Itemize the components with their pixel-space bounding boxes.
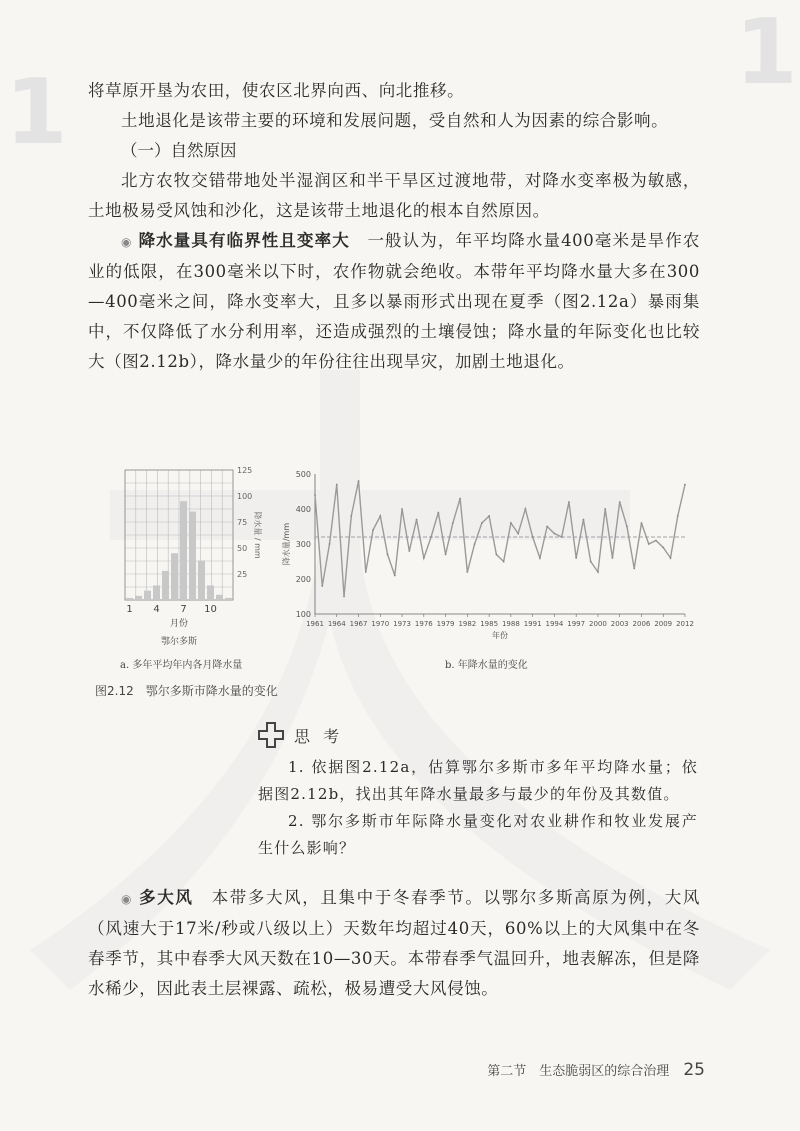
bar-month-9 bbox=[198, 560, 205, 600]
chart-a bbox=[125, 466, 263, 647]
chart-a-ylabel: 降水量 / mm bbox=[253, 511, 262, 559]
chart-b-xlabel: 年份 bbox=[492, 631, 508, 640]
bar-month-8 bbox=[189, 512, 196, 600]
chart-b-point-2008 bbox=[655, 540, 657, 542]
chart-b-point-2009 bbox=[662, 547, 664, 549]
chart-b-point-1986 bbox=[495, 554, 497, 556]
chart-b-point-2011 bbox=[677, 515, 679, 517]
chart-b-xtick-label: 2000 bbox=[589, 620, 607, 628]
think-title: 思 考 bbox=[294, 726, 344, 746]
chart-b-point-2005 bbox=[633, 568, 635, 570]
chart-b-point-2010 bbox=[670, 557, 672, 559]
chart-b-ytick-label: 300 bbox=[295, 540, 311, 549]
bar-month-6 bbox=[171, 553, 178, 600]
chart-b-xtick-label: 1964 bbox=[327, 620, 346, 628]
chart-b-point-2006 bbox=[641, 522, 643, 524]
bullet-icon: ◉ bbox=[121, 892, 134, 906]
chart-b-xtick-label: 1961 bbox=[306, 620, 324, 628]
chart-b-point-1997 bbox=[575, 557, 577, 559]
bullet-text-precipitation: 一般认为，年平均降水量400毫米是旱作农业的低限，在300毫米以下时，农作物就会绝收。本带年平均降水量大多在300—400毫米之间，降水变率大，且多以暴雨形式出现在夏季（图2.12a）暴雨集中，不仅降低了水分利用率，还造成强烈的土壤侵蚀；降水量的年际变化也比较大（图2.12b），降水量少的年份往往出现旱灾，加剧土地退化。 bbox=[88, 231, 700, 371]
chart-b-point-1995 bbox=[561, 536, 563, 538]
chart-b-ylabel: 降水量/mm bbox=[282, 522, 291, 566]
bar-month-4 bbox=[153, 585, 160, 600]
chart-b-ytick-label: 400 bbox=[295, 505, 311, 514]
paragraph-4 bbox=[88, 226, 700, 377]
chart-b-xtick-label: 1997 bbox=[567, 620, 586, 628]
chart-b-point-1987 bbox=[503, 561, 505, 563]
chart-b-xtick-label: 1976 bbox=[414, 620, 433, 628]
chart-b-xtick-label: 1985 bbox=[480, 620, 499, 628]
chart-b-xtick-label: 2012 bbox=[676, 620, 694, 628]
chart-b-point-1999 bbox=[590, 561, 592, 563]
bar-month-12 bbox=[225, 598, 232, 600]
chart-a-ytick-label: 100 bbox=[237, 492, 253, 501]
chart-b-xtick-label: 2006 bbox=[632, 620, 651, 628]
chart-b-xtick-label: 1982 bbox=[458, 620, 477, 628]
bar-month-7 bbox=[180, 501, 187, 600]
footer-section-title: 第二节 生态脆弱区的综合治理 bbox=[487, 1064, 670, 1079]
bar-month-5 bbox=[162, 571, 169, 600]
paragraph-3: 北方农牧交错带地处半湿润区和半干旱区过渡地带，对降水变率极为敏感，土地极易受风蚀和沙化，这是该带土地退化的根本自然原因。 bbox=[88, 171, 700, 220]
chart-b-point-2000 bbox=[597, 571, 599, 573]
chart-a-subtitle: a. 多年平均年内各月降水量 bbox=[120, 660, 243, 671]
paragraph-1: 将草原开垦为农田，使农区北界向西、向北推移。 bbox=[88, 81, 465, 100]
chart-b-point-2001 bbox=[604, 508, 606, 510]
chart-b-xtick-label: 1988 bbox=[501, 620, 520, 628]
chart-b-point-1970 bbox=[379, 515, 381, 517]
chart-b-point-1967 bbox=[358, 480, 360, 482]
chart-b-point-1971 bbox=[387, 554, 389, 556]
chart-b-point-1977 bbox=[430, 536, 432, 538]
chart-a-xtick-label: 4 bbox=[153, 604, 160, 615]
chart-b-point-1988 bbox=[510, 522, 512, 524]
chart-b-point-1993 bbox=[546, 526, 548, 528]
chart-b-point-1961 bbox=[314, 494, 316, 496]
chart-b-xtick-label: 1967 bbox=[349, 620, 368, 628]
figure-charts bbox=[95, 462, 705, 677]
bar-month-3 bbox=[144, 591, 151, 600]
chart-b-xtick-label: 1970 bbox=[371, 620, 390, 628]
chart-a-city-label: 鄂尔多斯 bbox=[160, 637, 198, 647]
body-text-bottom bbox=[88, 883, 700, 1004]
bar-month-10 bbox=[207, 585, 214, 600]
chart-b-point-1969 bbox=[372, 529, 374, 531]
chart-b-point-1998 bbox=[583, 519, 585, 521]
chart-b-point-1965 bbox=[343, 596, 345, 598]
chart-b-series-line bbox=[315, 481, 685, 597]
think-question-1: 1. 依据图2.12a，估算鄂尔多斯市多年平均降水量；依据图2.12b，找出其年降水量最多与最少的年份及其数值。 bbox=[258, 758, 698, 803]
chart-b-xtick-label: 1994 bbox=[545, 620, 564, 628]
chart-a-ytick-label: 50 bbox=[237, 544, 248, 553]
chart-b-point-1974 bbox=[408, 550, 410, 552]
chart-b-point-1981 bbox=[459, 498, 461, 500]
chart-b-point-1973 bbox=[401, 508, 403, 510]
chart-b-point-1989 bbox=[517, 533, 519, 535]
chart-b-point-2003 bbox=[619, 501, 621, 503]
chart-b-point-1996 bbox=[568, 501, 570, 503]
chart-b-point-1980 bbox=[452, 522, 454, 524]
bullet-icon: ◉ bbox=[121, 235, 133, 249]
chart-b-point-1982 bbox=[466, 571, 468, 573]
figure-2-12 bbox=[95, 462, 705, 702]
chart-a-xtick-label: 7 bbox=[180, 604, 187, 615]
think-cross-icon bbox=[258, 722, 284, 748]
section-heading: （一）自然原因 bbox=[121, 141, 237, 160]
chart-b-point-1992 bbox=[539, 557, 541, 559]
chart-a-ytick-label: 125 bbox=[237, 466, 253, 475]
page-footer bbox=[487, 1060, 705, 1080]
chart-b-point-2004 bbox=[626, 526, 628, 528]
chart-a-xlabel: 月份 bbox=[169, 619, 189, 629]
chart-b-point-2007 bbox=[648, 543, 650, 545]
chart-b-point-1990 bbox=[524, 508, 526, 510]
chart-b-xtick-label: 1973 bbox=[393, 620, 411, 628]
think-header bbox=[258, 722, 698, 748]
bullet-title-precipitation: 降水量具有临界性且变率大 bbox=[138, 231, 350, 250]
bullet-title-wind: 多大风 bbox=[139, 888, 194, 907]
chart-b-xtick-label: 2003 bbox=[610, 620, 629, 628]
chart-b-xtick-label: 1991 bbox=[523, 620, 542, 628]
chart-b-point-1984 bbox=[481, 522, 483, 524]
chart-b-point-1968 bbox=[365, 571, 367, 573]
chart-b-point-1979 bbox=[445, 554, 447, 556]
chart-b-point-1983 bbox=[474, 543, 476, 545]
chart-b-ytick-label: 500 bbox=[295, 470, 311, 479]
chart-b-point-1975 bbox=[416, 519, 418, 521]
chart-b-point-1964 bbox=[336, 484, 338, 486]
chart-b-point-1972 bbox=[394, 575, 396, 577]
chart-b-point-1963 bbox=[329, 543, 331, 545]
body-text-top bbox=[88, 76, 700, 377]
background-watermark-left: 1 bbox=[5, 60, 68, 165]
figure-caption: 图2.12 鄂尔多斯市降水量的变化 bbox=[95, 684, 278, 698]
page-number: 25 bbox=[683, 1060, 705, 1080]
think-question-2: 2. 鄂尔多斯市年际降水量变化对农业耕作和牧业发展产生什么影响？ bbox=[258, 812, 698, 857]
chart-b-xtick-label: 2009 bbox=[654, 620, 673, 628]
chart-b-point-1962 bbox=[321, 585, 323, 587]
chart-b-point-2012 bbox=[684, 484, 686, 486]
chart-b-ytick-label: 200 bbox=[295, 575, 311, 584]
bar-month-11 bbox=[216, 595, 223, 600]
chart-b-ytick-label: 100 bbox=[295, 610, 311, 619]
chart-a-xtick-label: 1 bbox=[126, 604, 133, 615]
chart-b-point-1976 bbox=[423, 557, 425, 559]
chart-a-ytick-label: 75 bbox=[237, 518, 248, 527]
chart-b-point-1994 bbox=[554, 533, 556, 535]
chart-b-point-1978 bbox=[437, 512, 439, 514]
chart-b-xtick-label: 1979 bbox=[436, 620, 455, 628]
bullet-text-wind: 本带多大风，且集中于冬春季节。以鄂尔多斯高原为例，大风（风速大于17米/秒或八级以上）天数年均超过40天，60%以上的大风集中在冬春季节，其中春季大风天数在10—30天。本带春季气温回升，地表解冻，但是降水稀少，因此表土层裸露、疏松，极易遭受大风侵蚀。 bbox=[88, 888, 701, 998]
chart-b-point-2002 bbox=[612, 557, 614, 559]
bar-month-1 bbox=[126, 598, 133, 600]
chart-b-point-1985 bbox=[488, 515, 490, 517]
bar-month-2 bbox=[135, 596, 142, 600]
chart-b-point-1991 bbox=[532, 536, 534, 538]
chart-b-subtitle: b. 年降水量的变化 bbox=[445, 660, 528, 671]
think-box bbox=[258, 722, 698, 862]
background-watermark-right: 1 bbox=[735, 0, 798, 105]
paragraph-5 bbox=[88, 883, 700, 1004]
chart-b bbox=[281, 470, 694, 640]
paragraph-2: 土地退化是该带主要的环境和发展问题，受自然和人为因素的综合影响。 bbox=[121, 111, 669, 130]
chart-a-ytick-label: 25 bbox=[237, 570, 248, 579]
chart-b-point-1966 bbox=[350, 515, 352, 517]
chart-a-xtick-label: 10 bbox=[204, 604, 217, 615]
